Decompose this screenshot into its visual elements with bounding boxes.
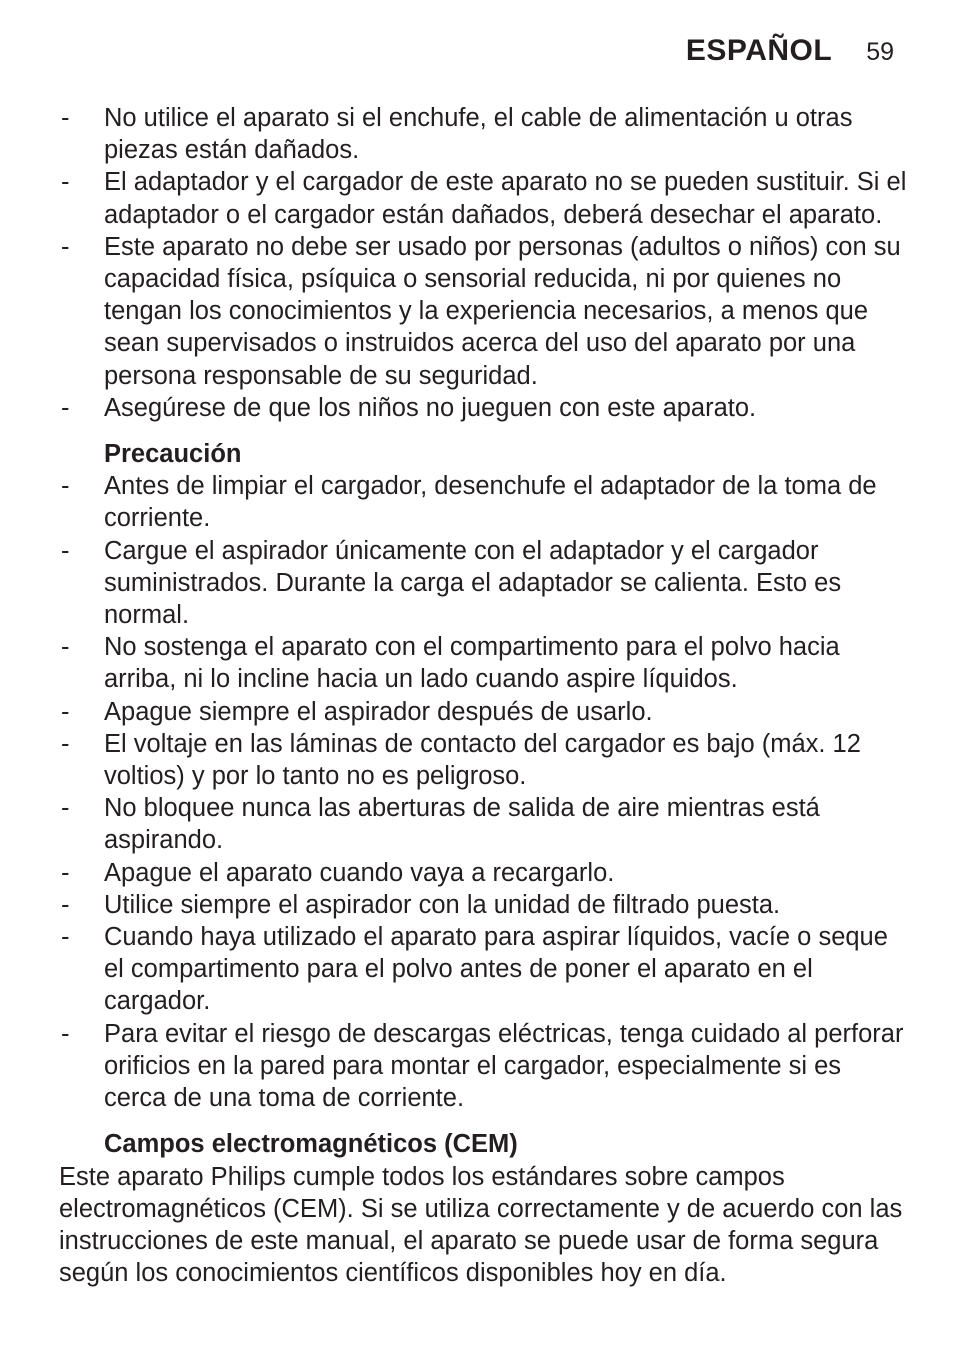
list-dash: - xyxy=(61,104,70,132)
list-dash: - xyxy=(61,232,70,261)
list-item xyxy=(59,1018,909,1115)
safety-list xyxy=(59,102,909,424)
list-dash: - xyxy=(61,472,70,501)
list-item-text: El adaptador y el cargador de este aparato no se pueden sustituir. Si el adaptador o el cargador están dañados, deberá desechar el aparato. xyxy=(104,168,907,229)
list-dash: - xyxy=(61,1019,70,1048)
list-item xyxy=(59,166,909,230)
list-dash: - xyxy=(61,794,70,823)
list-item xyxy=(59,470,909,534)
list-item xyxy=(59,857,909,889)
list-item-text: Apague el aparato cuando vaya a recargarlo. xyxy=(104,858,615,887)
list-item-text: Antes de limpiar el cargador, desenchufe el adaptador de la toma de corriente. xyxy=(104,472,877,533)
list-item-text: Cuando haya utilizado el aparato para aspirar líquidos, vacíe o seque el compartimento para el polvo antes de poner el aparato en el cargador. xyxy=(104,923,888,1016)
caution-list xyxy=(59,470,909,1114)
list-item-text: Este aparato no debe ser usado por personas (adultos o niños) con su capacidad física, psíquica o sensorial reducida, ni por quienes no tengan los conocimientos y la experiencia necesarios, a menos que sean supervisados o instruidos acerca del uso del aparato por una persona responsable de su seguridad. xyxy=(104,232,901,390)
list-item-text: No sostenga el aparato con el compartimento para el polvo hacia arriba, ni lo incline hacia un lado cuando aspire líquidos. xyxy=(104,633,840,694)
emf-paragraph: Este aparato Philips cumple todos los estándares sobre campos electromagnéticos (CEM). Si se utiliza correctamente y de acuerdo con las instrucciones de este manual, el aparato se puede usar de forma segura según los conocimientos científicos disponibles hoy en día. xyxy=(59,1162,903,1288)
list-dash: - xyxy=(61,858,70,887)
list-item xyxy=(59,631,909,695)
list-item-text: Para evitar el riesgo de descargas eléctricas, tenga cuidado al perforar orificios en la pared para montar el cargador, especialmente si es cerca de una toma de corriente. xyxy=(104,1019,904,1113)
list-item-text: No bloquee nunca las aberturas de salida de aire mientras está aspirando. xyxy=(104,794,820,855)
list-dash: - xyxy=(61,168,70,197)
list-item xyxy=(59,231,909,392)
list-item-text: Apague siempre el aspirador después de usarlo. xyxy=(104,697,653,726)
list-item xyxy=(59,921,909,1018)
list-dash: - xyxy=(61,536,70,565)
list-dash: - xyxy=(61,729,70,758)
page-header xyxy=(686,34,894,68)
list-dash: - xyxy=(61,890,70,919)
list-item xyxy=(59,728,909,792)
language-label: ESPAÑOL xyxy=(685,34,833,67)
list-item-text: Utilice siempre el aspirador con la unidad de filtrado puesta. xyxy=(104,890,781,919)
list-item xyxy=(59,535,909,632)
list-item xyxy=(59,889,909,921)
list-item-text: El voltaje en las láminas de contacto del cargador es bajo (máx. 12 voltios) y por lo tanto no es peligroso. xyxy=(104,729,861,791)
list-dash: - xyxy=(61,923,70,952)
list-item xyxy=(59,392,909,424)
list-dash: - xyxy=(61,393,70,422)
list-item-text: Cargue el aspirador únicamente con el adaptador y el cargador suministrados. Durante la carga el adaptador se calienta. Esto es normal. xyxy=(104,536,842,630)
page-number: 59 xyxy=(866,38,894,66)
list-item-text: Asegúrese de que los niños no jueguen con este aparato. xyxy=(104,393,757,422)
list-dash: - xyxy=(61,633,70,662)
emf-heading: Campos electromagnéticos (CEM) xyxy=(104,1130,518,1159)
list-item xyxy=(59,696,909,728)
caution-heading: Precaución xyxy=(104,440,242,469)
list-item xyxy=(59,102,909,166)
list-item xyxy=(59,792,909,856)
page-content xyxy=(59,102,909,1289)
list-dash: - xyxy=(61,697,70,726)
list-item-text: No utilice el aparato si el enchufe, el cable de alimentación u otras piezas están dañados. xyxy=(104,104,853,165)
